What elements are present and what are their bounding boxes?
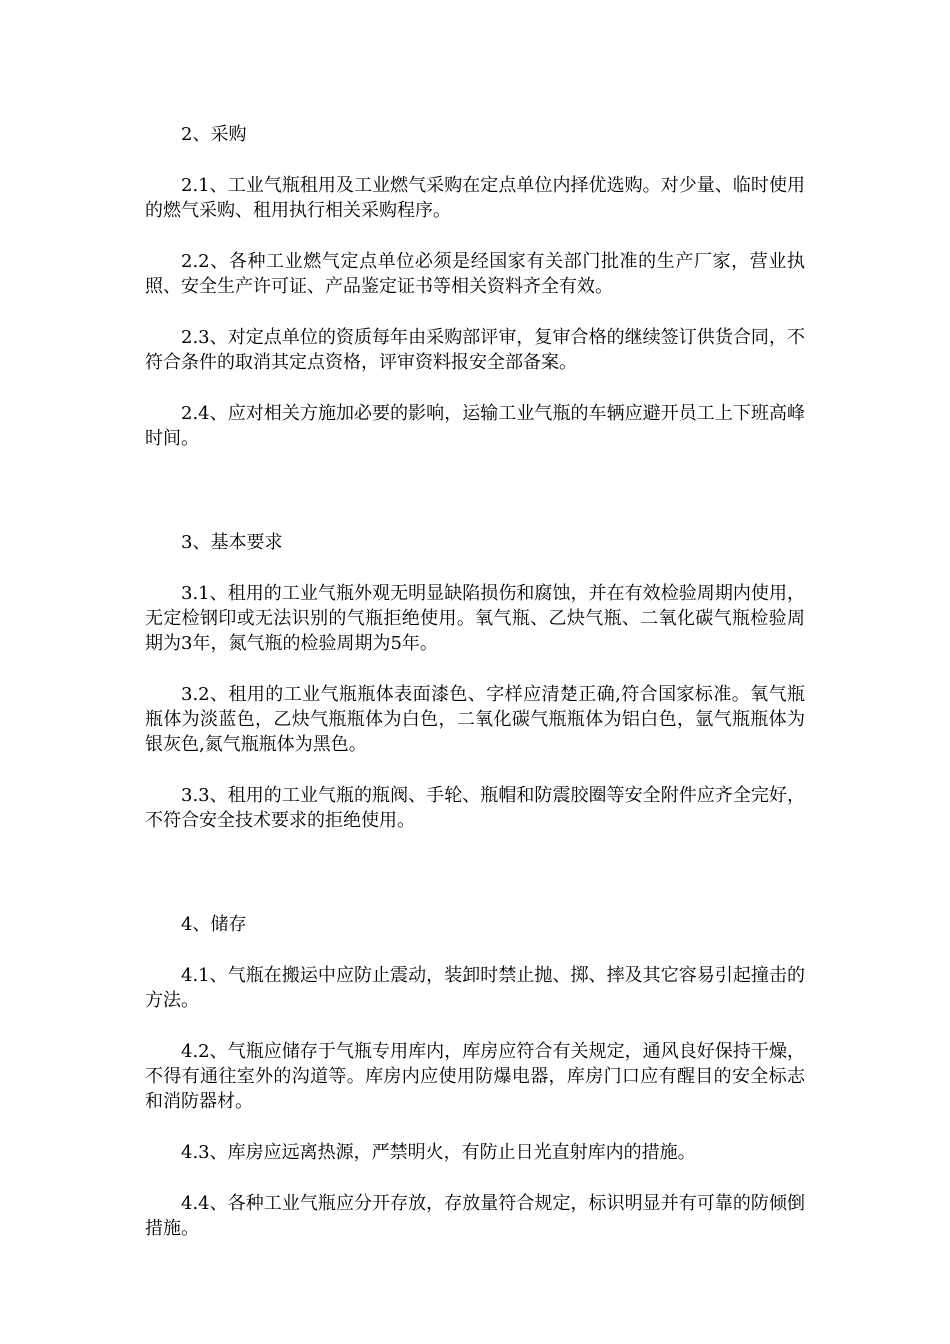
- section-heading-basic-requirements: 3、基本要求: [181, 532, 283, 553]
- paragraph-2-2: 2.2、各种工业燃气定点单位必须是经国家有关部门批准的生产厂家，营业执照、安全生产许可证、产品鉴定证书等相关资料齐全有效。: [145, 251, 805, 297]
- paragraph-3-2: 3.2、租用的工业气瓶瓶体表面漆色、字样应清楚正确,符合国家标准。氧气瓶瓶体为淡蓝色，乙炔气瓶瓶体为白色，二氧化碳气瓶瓶体为铝白色，氩气瓶瓶体为银灰色,氮气瓶瓶体为黑色。: [145, 684, 805, 755]
- paragraph-2-1: 2.1、工业气瓶租用及工业燃气采购在定点单位内择优选购。对少量、临时使用的燃气采购、租用执行相关采购程序。: [145, 175, 805, 221]
- section-heading-storage: 4、储存: [181, 914, 247, 935]
- document-body: [145, 122, 805, 1241]
- section-heading-procurement: 2、采购: [181, 124, 247, 145]
- paragraph-4-1: 4.1、气瓶在搬运中应防止震动，装卸时禁止抛、掷、摔及其它容易引起撞击的方法。: [145, 965, 805, 1011]
- paragraph-3-3: 3.3、租用的工业气瓶的瓶阀、手轮、瓶帽和防震胶圈等安全附件应齐全完好，不符合安全技术要求的拒绝使用。: [145, 785, 805, 831]
- paragraph-4-2: 4.2、气瓶应储存于气瓶专用库内，库房应符合有关规定，通风良好保持干燥，不得有通往室外的沟道等。库房内应使用防爆电器，库房门口应有醒目的安全标志和消防器材。: [145, 1041, 805, 1112]
- paragraph-4-4: 4.4、各种工业气瓶应分开存放，存放量符合规定，标识明显并有可靠的防倾倒措施。: [145, 1193, 805, 1239]
- paragraph-2-4: 2.4、应对相关方施加必要的影响，运输工业气瓶的车辆应避开员工上下班高峰时间。: [145, 403, 805, 449]
- paragraph-4-3: 4.3、库房应远离热源，严禁明火，有防止日光直射库内的措施。: [181, 1142, 696, 1163]
- paragraph-3-1: 3.1、租用的工业气瓶外观无明显缺陷损伤和腐蚀，并在有效检验周期内使用，无定检钢印或无法识别的气瓶拒绝使用。氧气瓶、乙炔气瓶、二氧化碳气瓶检验周期为3年，氮气瓶的检验周期为5年。: [145, 583, 805, 654]
- paragraph-2-3: 2.3、对定点单位的资质每年由采购部评审，复审合格的继续签订供货合同，不符合条件的取消其定点资格，评审资料报安全部备案。: [145, 327, 805, 373]
